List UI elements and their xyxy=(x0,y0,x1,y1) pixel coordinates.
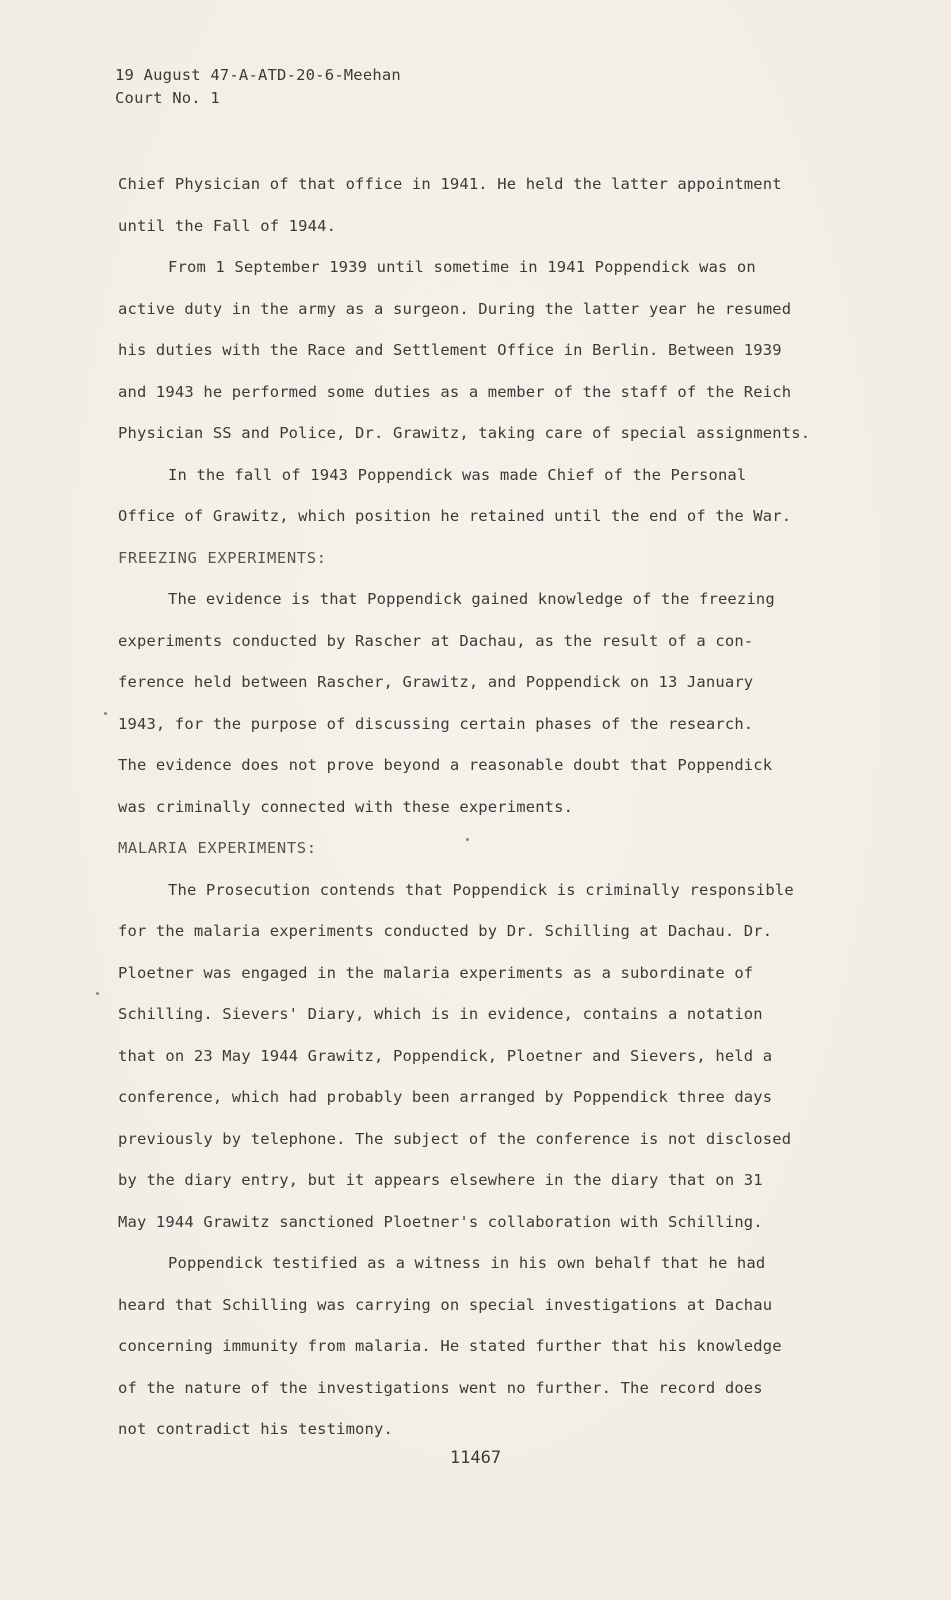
body-line: his duties with the Race and Settlement Office in Berlin. Between 1939 xyxy=(118,341,782,359)
document-header xyxy=(115,64,401,110)
paragraph-start-line: From 1 September 1939 until sometime in 1941 Poppendick was on xyxy=(168,258,756,276)
body-line: experiments conducted by Rascher at Dachau, as the result of a con- xyxy=(118,631,754,650)
body-line: was criminally connected with these experiments. xyxy=(118,797,574,816)
document-body xyxy=(118,164,878,1451)
body-line: previously by telephone. The subject of the conference is not disclosed xyxy=(118,1129,792,1148)
body-line: Physician SS and Police, Dr. Grawitz, taking care of special assignments. xyxy=(118,424,811,442)
body-line: ference held between Rascher, Grawitz, and Poppendick on 13 January xyxy=(118,673,754,691)
paper-speck xyxy=(104,712,107,715)
paragraph-start-line: The Prosecution contends that Poppendick is criminally responsible xyxy=(168,880,794,899)
section-heading-freezing: FREEZING EXPERIMENTS: xyxy=(118,548,327,567)
header-reference-line: 19 August 47-A-ATD-20-6-Meehan xyxy=(115,66,401,84)
body-line: heard that Schilling was carrying on special investigations at Dachau xyxy=(118,1295,773,1314)
body-line: Office of Grawitz, which position he retained until the end of the War. xyxy=(118,507,792,525)
page-number: 11467 xyxy=(449,1448,502,1468)
body-line: May 1944 Grawitz sanctioned Ploetner's collaboration with Schilling. xyxy=(118,1212,763,1231)
body-line: that on 23 May 1944 Grawitz, Poppendick, Ploetner and Sievers, held a xyxy=(118,1046,773,1065)
paper-speck xyxy=(96,992,99,995)
section-heading-malaria: MALARIA EXPERIMENTS: xyxy=(118,839,317,857)
body-line: Chief Physician of that office in 1941. He held the latter appointment xyxy=(118,175,782,193)
paper-speck xyxy=(466,838,469,841)
body-line: Schilling. Sievers' Diary, which is in evidence, contains a notation xyxy=(118,1005,763,1023)
body-line: 1943, for the purpose of discussing certain phases of the research. xyxy=(118,714,754,733)
body-line: until the Fall of 1944. xyxy=(118,216,337,235)
paragraph-start-line: In the fall of 1943 Poppendick was made Chief of the Personal xyxy=(168,465,747,484)
paragraph-start-line: Poppendick testified as a witness in his own behalf that he had xyxy=(168,1254,766,1272)
body-line: active duty in the army as a surgeon. During the latter year he resumed xyxy=(118,299,792,318)
body-line: of the nature of the investigations went no further. The record does xyxy=(118,1378,763,1397)
body-line: not contradict his testimony. xyxy=(118,1420,393,1438)
body-line: for the malaria experiments conducted by Dr. Schilling at Dachau. Dr. xyxy=(118,922,773,940)
body-line: concerning immunity from malaria. He stated further that his knowledge xyxy=(118,1337,782,1355)
paragraph-start-line: The evidence is that Poppendick gained knowledge of the freezing xyxy=(168,590,775,608)
body-line: conference, which had probably been arranged by Poppendick three days xyxy=(118,1088,773,1106)
body-line: The evidence does not prove beyond a reasonable doubt that Poppendick xyxy=(118,756,773,774)
header-court-line: Court No. 1 xyxy=(115,89,220,107)
body-line: by the diary entry, but it appears elsewhere in the diary that on 31 xyxy=(118,1171,763,1189)
body-line: and 1943 he performed some duties as a member of the staff of the Reich xyxy=(118,382,792,401)
body-line: Ploetner was engaged in the malaria experiments as a subordinate of xyxy=(118,963,754,982)
